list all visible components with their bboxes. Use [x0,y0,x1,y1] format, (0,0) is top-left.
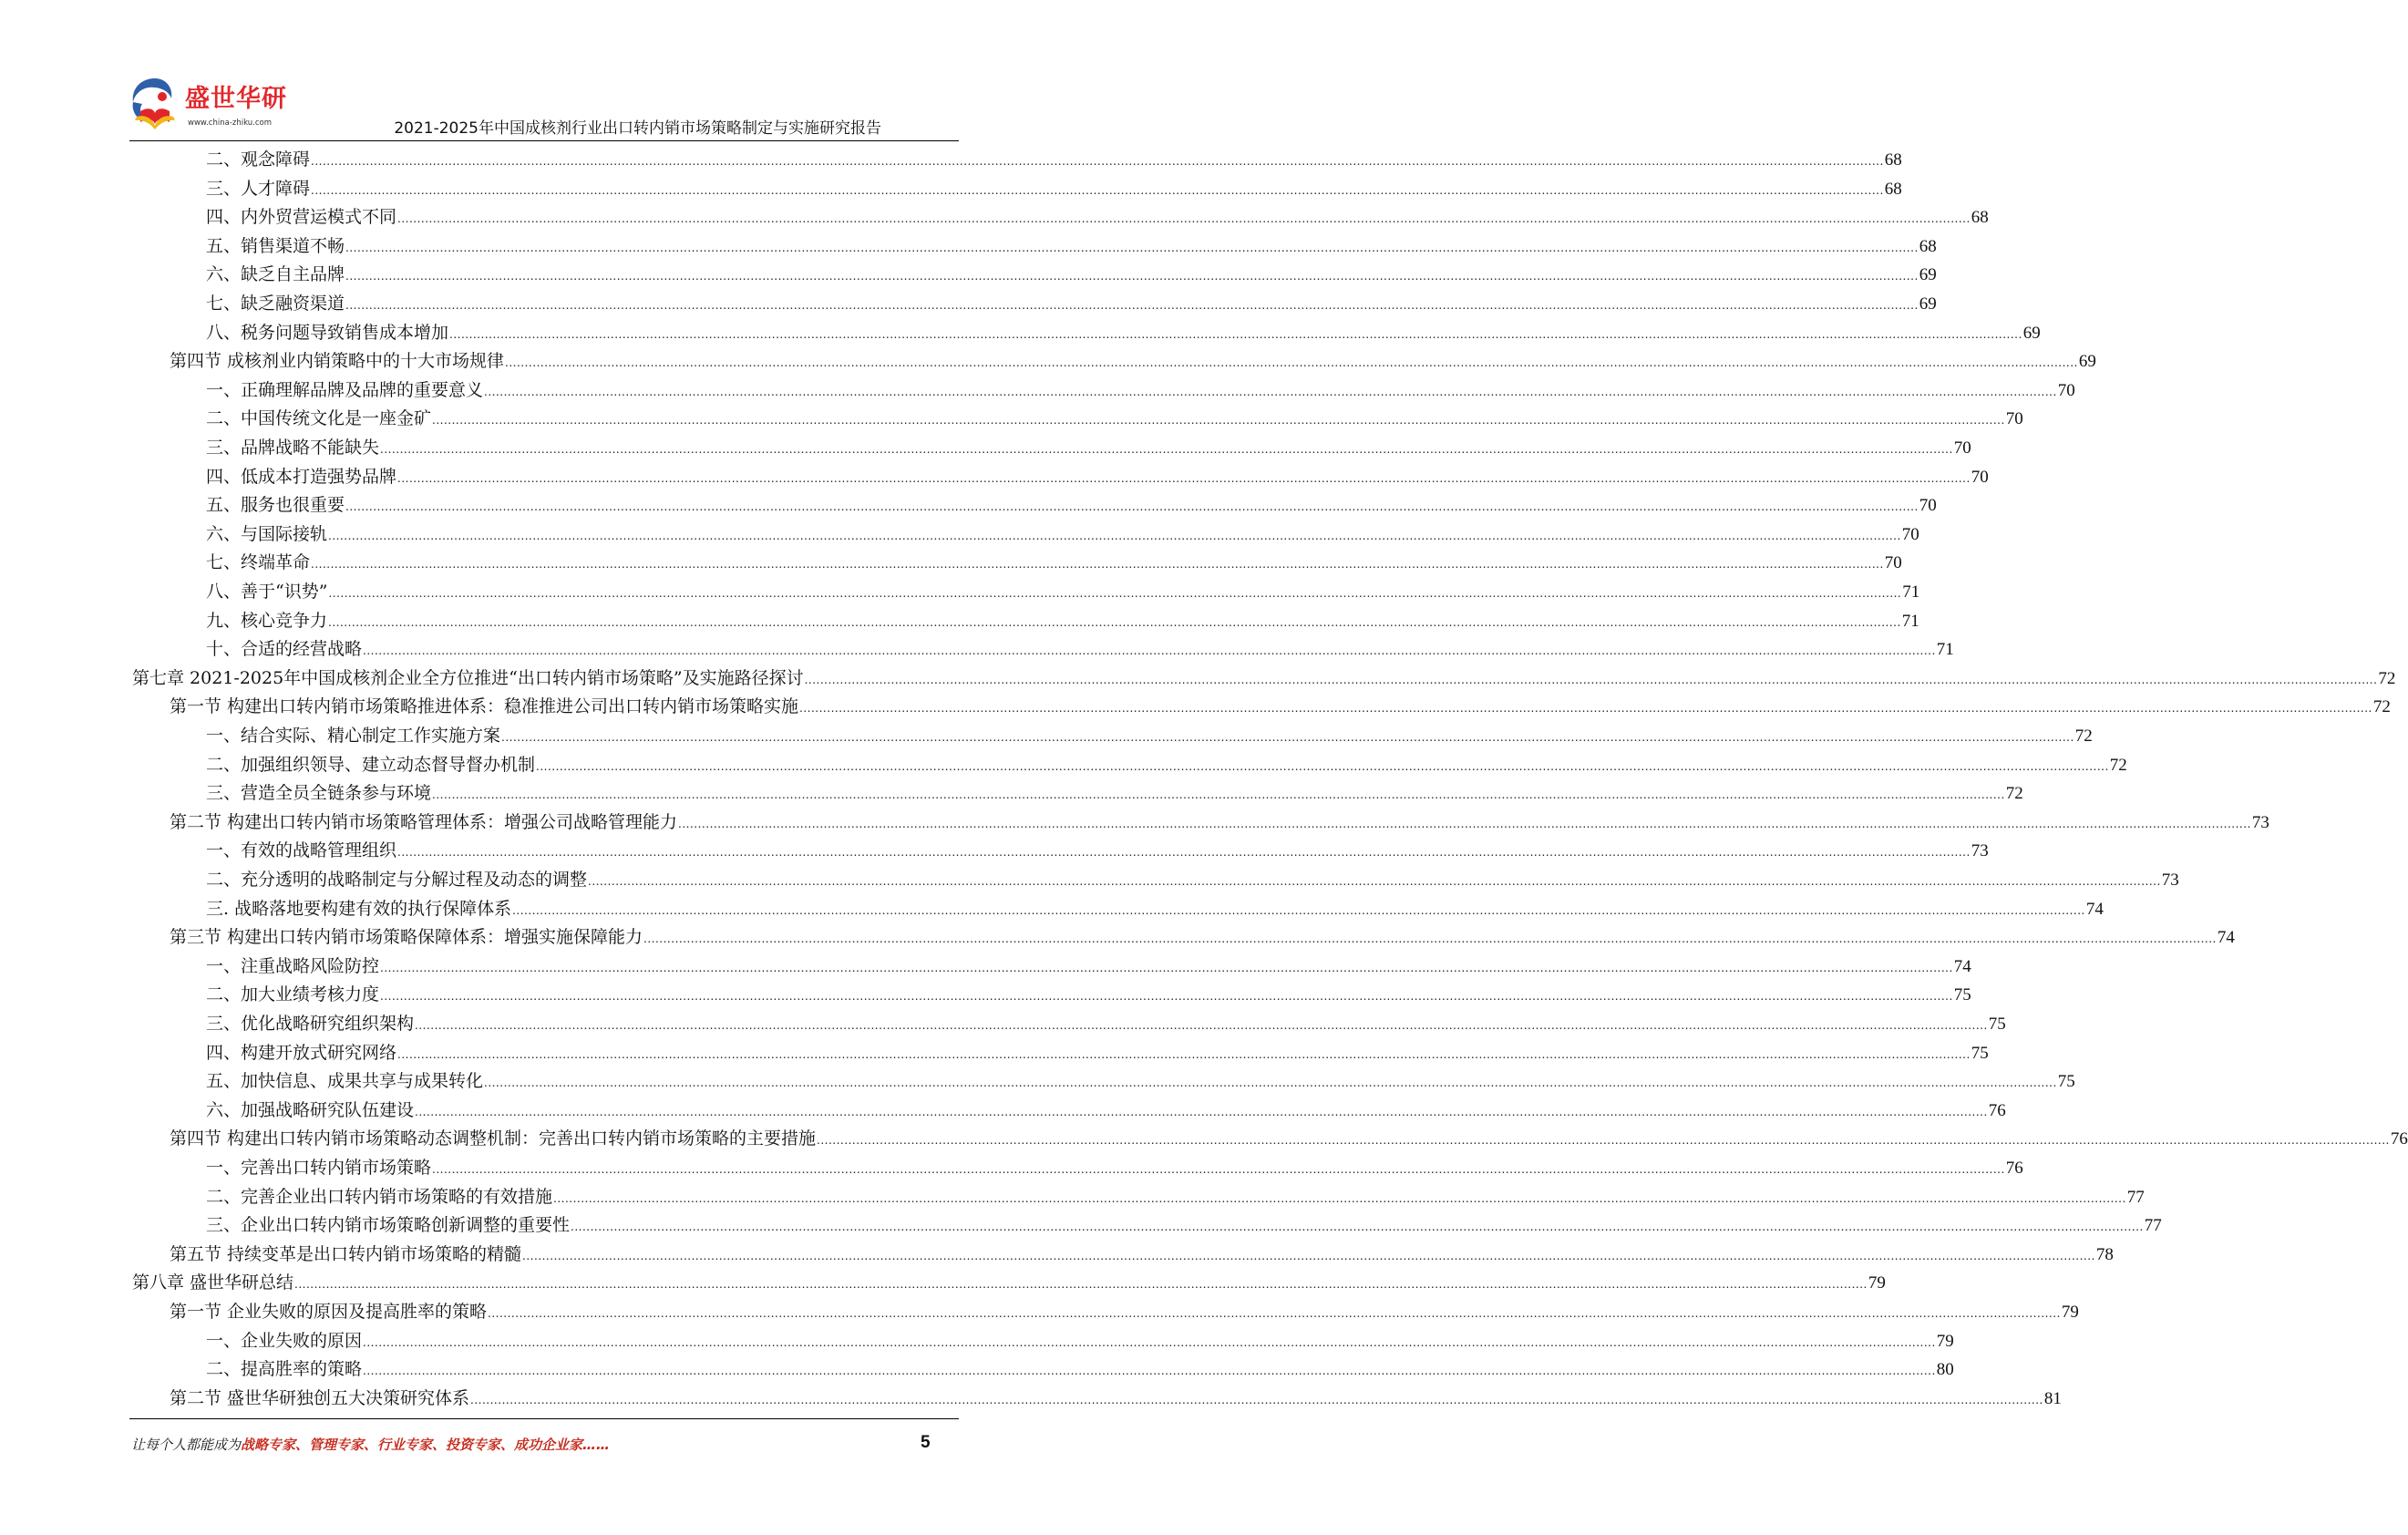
toc-leader-dots: ................................................................................................................................................................................................................................................................................................................................................................................................................ [536,759,2109,773]
toc-leader-dots: ................................................................................................................................................................................................................................................................................................................................................................................................................ [345,299,1919,312]
toc-entry-page: 74 [2217,928,2235,948]
toc-entry[interactable] [206,753,2127,777]
toc-leader-dots: ................................................................................................................................................................................................................................................................................................................................................................................................................ [678,817,2251,830]
toc-entry[interactable] [206,205,1989,229]
toc-leader-dots: ................................................................................................................................................................................................................................................................................................................................................................................................................ [470,1393,2043,1406]
report-title: 2021-2025年中国成核剂行业出口转内销市场策略制定与实施研究报告 [394,119,881,138]
toc-entry-page: 71 [1902,582,1920,602]
toc-entry-title: 六、与国际接轨 [206,523,328,544]
toc-entry-title: 一、正确理解品牌及品牌的重要意义 [206,379,484,400]
toc-entry-page: 78 [2095,1244,2114,1264]
toc-entry-title: 二、提高胜率的策略 [206,1359,363,1380]
toc-leader-dots: ................................................................................................................................................................................................................................................................................................................................................................................................................ [397,846,1971,860]
toc-entry[interactable] [132,1271,1886,1294]
toc-entry[interactable] [206,868,2179,891]
toc-entry-title: 八、善于“识势” [206,582,328,602]
toc-entry-page: 80 [1936,1360,1954,1380]
toc-leader-dots: ................................................................................................................................................................................................................................................................................................................................................................................................................ [311,183,1884,197]
toc-leader-dots: ................................................................................................................................................................................................................................................................................................................................................................................................................ [522,1249,2095,1262]
toc-entry-title: 四、构建开放式研究网络 [206,1042,397,1063]
toc-entry-page: 68 [1884,150,1902,170]
toc-entry[interactable] [206,609,1919,633]
toc-entry[interactable] [206,1185,2145,1209]
page-header [0,0,1086,146]
toc-entry[interactable] [132,666,2396,690]
toc-leader-dots: ................................................................................................................................................................................................................................................................................................................................................................................................................ [804,673,2378,686]
toc-entry-title: 七、终端革命 [206,552,311,573]
toc-entry-page: 69 [2022,323,2041,343]
toc-entry-page: 81 [2043,1388,2062,1408]
toc-entry[interactable] [206,983,1971,1006]
toc-entry-title: 三. 战略落地要构建有效的执行保障体系 [206,898,512,919]
toc-entry-page: 76 [1988,1100,2006,1120]
toc-entry-title: 第二节 构建出口转内销市场策略管理体系：增强公司战略管理能力 [170,811,678,832]
toc-leader-dots: ................................................................................................................................................................................................................................................................................................................................................................................................................ [501,731,2074,744]
toc-entry-title: 二、观念障碍 [206,149,311,170]
toc-leader-dots: ................................................................................................................................................................................................................................................................................................................................................................................................................ [817,1134,2390,1148]
toc-entry-title: 一、注重战略风险防控 [206,955,380,976]
toc-entry-page: 68 [1884,179,1902,199]
toc-entry[interactable] [206,1329,1954,1353]
toc-entry-page: 75 [1953,985,1971,1005]
toc-entry[interactable] [206,551,1902,574]
toc-entry-title: 第四节 构建出口转内销市场策略动态调整机制：完善出口转内销市场策略的主要措施 [170,1128,817,1149]
toc-entry-page: 79 [2061,1303,2079,1322]
toc-entry-page: 70 [1919,496,1937,516]
toc-entry-page: 71 [1901,611,1919,631]
toc-leader-dots: ................................................................................................................................................................................................................................................................................................................................................................................................................ [799,702,2372,716]
toc-entry-title: 二、加强组织领导、建立动态督导督办机制 [206,754,536,775]
toc-entry[interactable] [170,1300,2079,1324]
toc-entry-title: 二、加大业绩考核力度 [206,984,380,1005]
toc-entry-page: 70 [1884,553,1902,573]
toc-entry-title: 三、品牌战略不能缺失 [206,438,380,458]
toc-entry-page: 79 [1936,1331,1954,1351]
toc-leader-dots: ................................................................................................................................................................................................................................................................................................................................................................................................................ [380,961,1953,974]
toc-leader-dots: ................................................................................................................................................................................................................................................................................................................................................................................................................ [328,615,1901,629]
toc-entry-title: 二、中国传统文化是一座金矿 [206,408,432,429]
toc-entry-title: 第一节 企业失败的原因及提高胜率的策略 [170,1302,488,1322]
toc-entry-page: 70 [1901,524,1919,544]
toc-leader-dots: ................................................................................................................................................................................................................................................................................................................................................................................................................ [488,1307,2061,1320]
toc-entry-title: 五、加快信息、成果共享与成果转化 [206,1071,484,1092]
toc-entry-page: 76 [2390,1129,2408,1149]
toc-leader-dots: ................................................................................................................................................................................................................................................................................................................................................................................................................ [397,471,1971,485]
toc-leader-dots: ................................................................................................................................................................................................................................................................................................................................................................................................................ [505,356,2078,370]
footer-slogan [131,1435,610,1454]
toc-entry[interactable] [206,1012,2006,1035]
toc-entry-title: 第二节 盛世华研独创五大决策研究体系 [170,1387,470,1408]
toc-entry-page: 74 [1953,956,1971,976]
toc-entry-page: 71 [1936,640,1954,660]
toc-leader-dots: ................................................................................................................................................................................................................................................................................................................................................................................................................ [397,1047,1971,1061]
toc-leader-dots: ................................................................................................................................................................................................................................................................................................................................................................................................................ [363,644,1936,658]
toc-entry[interactable] [206,1213,2162,1237]
toc-entry-page: 70 [1971,467,1989,487]
toc-entry-title: 二、完善企业出口转内销市场策略的有效措施 [206,1186,553,1207]
slogan-prefix: 让每个人都能成为 [131,1437,242,1453]
toc-entry[interactable] [170,1242,2114,1266]
toc-entry-page: 72 [2372,697,2391,717]
toc-leader-dots: ................................................................................................................................................................................................................................................................................................................................................................................................................ [397,212,1971,226]
toc-entry[interactable] [206,781,2023,805]
toc-leader-dots: ................................................................................................................................................................................................................................................................................................................................................................................................................ [432,414,2005,428]
toc-entry-title: 三、人才障碍 [206,178,311,199]
toc-entry[interactable] [206,234,1937,258]
header-divider [129,140,959,141]
toc-entry-title: 五、销售渠道不畅 [206,235,345,256]
toc-entry[interactable] [206,436,1971,459]
toc-entry[interactable] [206,580,1920,603]
toc-entry-page: 79 [1868,1273,1886,1293]
book-swoosh-logo-icon [128,75,182,131]
toc-entry[interactable] [170,1127,2408,1150]
toc-leader-dots: ................................................................................................................................................................................................................................................................................................................................................................................................................ [588,875,2161,888]
toc-leader-dots: ................................................................................................................................................................................................................................................................................................................................................................................................................ [294,1278,1868,1292]
toc-entry[interactable] [206,177,1902,201]
toc-entry-title: 八、税务问题导致销售成本增加 [206,322,449,343]
toc-entry[interactable] [206,1069,2075,1093]
toc-entry-page: 77 [2126,1187,2145,1207]
toc-entry-title: 一、结合实际、精心制定工作实施方案 [206,726,501,746]
toc-entry-page: 70 [1953,438,1971,458]
toc-entry-title: 第七章 2021-2025年中国成核剂企业全方位推进“出口转内销市场策略”及实施路径探讨 [132,667,804,688]
toc-entry-page: 73 [2161,871,2179,890]
toc-entry-title: 三、优化战略研究组织架构 [206,1014,415,1034]
toc-entry-page: 72 [2005,784,2023,804]
toc-entry-title: 六、加强战略研究队伍建设 [206,1099,415,1120]
toc-entry-title: 一、完善出口转内销市场策略 [206,1158,432,1178]
toc-entry[interactable] [206,724,2093,747]
toc-leader-dots: ................................................................................................................................................................................................................................................................................................................................................................................................................ [328,587,1902,600]
toc-entry[interactable] [206,263,1937,286]
toc-entry[interactable] [206,407,2023,430]
toc-entry[interactable] [206,378,2075,402]
toc-leader-dots: ................................................................................................................................................................................................................................................................................................................................................................................................................ [345,241,1919,254]
toc-entry[interactable] [206,1156,2023,1180]
toc-entry[interactable] [206,465,1989,489]
toc-entry-page: 68 [1971,208,1989,228]
toc-entry[interactable] [170,925,2235,949]
toc-leader-dots: ................................................................................................................................................................................................................................................................................................................................................................................................................ [553,1191,2126,1205]
toc-entry[interactable] [206,897,2104,921]
footer-divider [129,1418,959,1419]
toc-entry[interactable] [206,839,1989,862]
toc-leader-dots: ................................................................................................................................................................................................................................................................................................................................................................................................................ [311,558,1884,572]
toc-entry-page: 69 [2078,352,2096,372]
logo-name: 盛世华研 [185,85,287,113]
toc-entry[interactable] [170,695,2391,718]
toc-entry-title: 第一节 构建出口转内销市场策略推进体系：稳准推进公司出口转内销市场策略实施 [170,696,799,717]
toc-leader-dots: ................................................................................................................................................................................................................................................................................................................................................................................................................ [432,1163,2005,1176]
toc-entry-title: 五、服务也很重要 [206,495,345,516]
toc-entry-page: 75 [1971,1043,1989,1063]
brand-logo [128,75,319,139]
toc-entry[interactable] [206,954,1971,978]
toc-leader-dots: ................................................................................................................................................................................................................................................................................................................................................................................................................ [432,788,2005,802]
toc-leader-dots: ................................................................................................................................................................................................................................................................................................................................................................................................................ [415,1105,1988,1118]
toc-entry[interactable] [206,522,1919,546]
toc-entry-title: 第八章 盛世华研总结 [132,1272,294,1293]
toc-leader-dots: ................................................................................................................................................................................................................................................................................................................................................................................................................ [484,385,2057,398]
toc-entry-page: 70 [2005,409,2023,429]
toc-entry-title: 六、缺乏自主品牌 [206,264,345,285]
toc-entry-page: 70 [2057,380,2075,400]
toc-entry-title: 一、企业失败的原因 [206,1330,363,1351]
toc-leader-dots: ................................................................................................................................................................................................................................................................................................................................................................................................................ [311,155,1884,168]
toc-entry[interactable] [206,1098,2006,1122]
toc-entry-page: 75 [2057,1072,2075,1092]
toc-leader-dots: ................................................................................................................................................................................................................................................................................................................................................................................................................ [380,990,1953,1004]
toc-entry[interactable] [206,148,1902,171]
toc-entry-page: 69 [1919,294,1937,314]
toc-entry-title: 三、企业出口转内销市场策略创新调整的重要性 [206,1215,571,1236]
toc-entry-page: 76 [2005,1159,2023,1178]
toc-entry[interactable] [206,1041,1989,1065]
toc-entry-title: 一、有效的战略管理组织 [206,840,397,861]
logo-url: www.china-zhiku.com [188,118,272,128]
toc-entry-page: 74 [2085,899,2104,919]
toc-entry-title: 四、内外贸营运模式不同 [206,207,397,228]
toc-entry[interactable] [170,1386,2062,1410]
toc-entry-title: 九、核心竞争力 [206,610,328,631]
page-number: 5 [921,1433,931,1452]
toc-entry-page: 73 [2251,812,2269,832]
slogan-highlight: 战略专家、管理专家、行业专家、投资专家、成功企业家…… [241,1437,611,1453]
toc-entry-title: 第四节 成核剂业内销策略中的十大市场规律 [170,351,505,372]
toc-entry[interactable] [206,292,1937,315]
toc-entry-page: 73 [1971,841,1989,861]
toc-entry-title: 第五节 持续变革是出口转内销市场策略的精髓 [170,1243,522,1264]
toc-entry-title: 十、合适的经营战略 [206,639,363,660]
toc-leader-dots: ................................................................................................................................................................................................................................................................................................................................................................................................................ [328,529,1901,542]
toc-entry-page: 68 [1919,236,1937,256]
toc-entry[interactable] [206,1357,1954,1381]
toc-leader-dots: ................................................................................................................................................................................................................................................................................................................................................................................................................ [415,1019,1988,1032]
toc-entry-page: 69 [1919,265,1937,285]
toc-leader-dots: ................................................................................................................................................................................................................................................................................................................................................................................................................ [380,443,1953,456]
toc-leader-dots: ................................................................................................................................................................................................................................................................................................................................................................................................................ [571,1221,2144,1234]
toc-entry-title: 第三节 构建出口转内销市场策略保障体系：增强实施保障能力 [170,927,643,948]
toc-entry-page: 77 [2144,1216,2162,1236]
toc-entry-title: 三、营造全员全链条参与环境 [206,783,432,804]
toc-leader-dots: ................................................................................................................................................................................................................................................................................................................................................................................................................ [345,500,1919,514]
toc-entry-page: 72 [2109,755,2127,775]
toc-entry-page: 72 [2074,726,2093,746]
toc-entry-title: 七、缺乏融资渠道 [206,294,345,314]
toc-entry[interactable] [206,637,1954,661]
toc-entry[interactable] [206,321,2041,345]
toc-entry-title: 四、低成本打造强势品牌 [206,466,397,487]
toc-leader-dots: ................................................................................................................................................................................................................................................................................................................................................................................................................ [363,1335,1936,1349]
toc-entry-page: 72 [2378,668,2396,688]
toc-entry-title: 二、充分透明的战略制定与分解过程及动态的调整 [206,870,588,890]
toc-leader-dots: ................................................................................................................................................................................................................................................................................................................................................................................................................ [484,1077,2057,1090]
toc-leader-dots: ................................................................................................................................................................................................................................................................................................................................................................................................................ [449,327,2022,341]
toc-entry-page: 75 [1988,1015,2006,1034]
toc-leader-dots: ................................................................................................................................................................................................................................................................................................................................................................................................................ [643,932,2217,946]
toc-entry[interactable] [206,493,1937,517]
toc-entry[interactable] [170,810,2269,834]
toc-leader-dots: ................................................................................................................................................................................................................................................................................................................................................................................................................ [345,270,1919,283]
toc-leader-dots: ................................................................................................................................................................................................................................................................................................................................................................................................................ [512,903,2085,917]
toc-leader-dots: ................................................................................................................................................................................................................................................................................................................................................................................................................ [363,1365,1936,1378]
toc-entry[interactable] [170,349,2096,373]
